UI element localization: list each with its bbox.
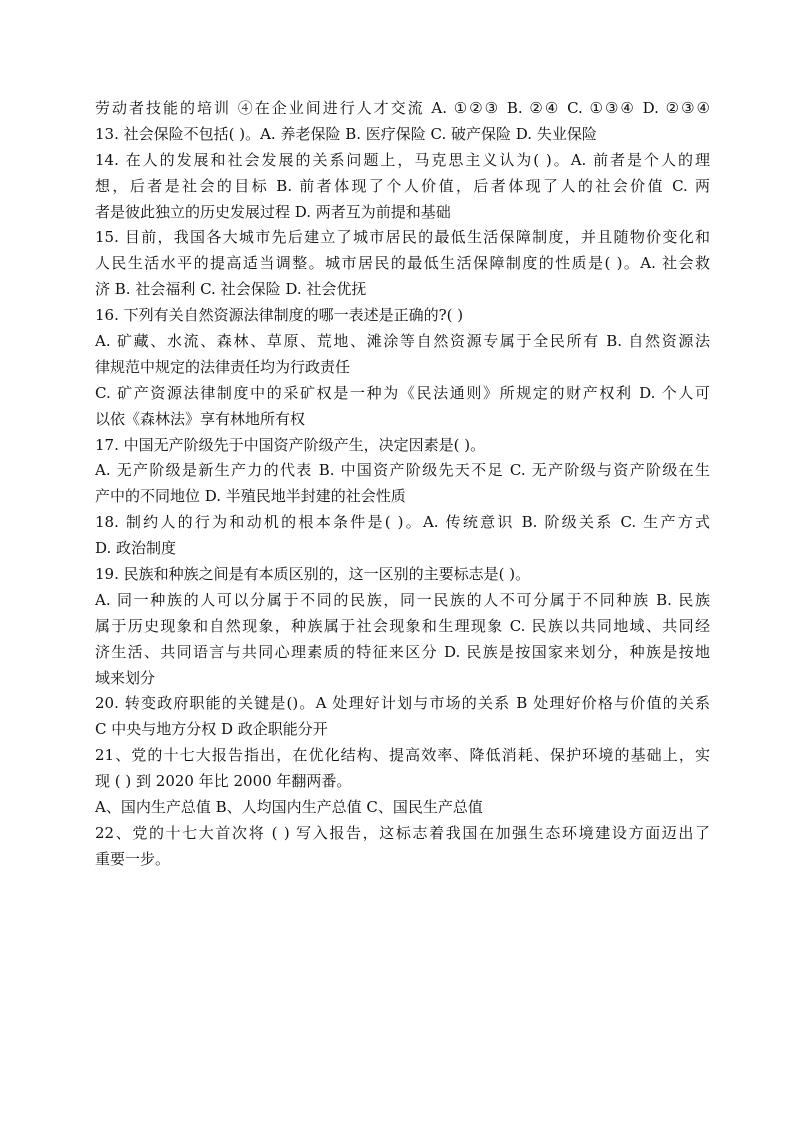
text-line: 劳动者技能的培训 ④在企业间进行人才交流 A. ①②③ B. ②④ C. ①③④ D. ②③④ bbox=[95, 99, 710, 117]
text-line: C 中央与地方分权 D 政企职能分开 bbox=[95, 720, 328, 739]
text-line: 19. 民族和种族之间是有本质区别的，这一区别的主要标志是( )。 bbox=[95, 565, 531, 584]
text-line: 律规范中规定的法律责任均为行政责任 bbox=[95, 357, 351, 376]
text-line: 13. 社会保险不包括( )。A. 养老保险 B. 医疗保险 C. 破产保险 D. 失业保险 bbox=[95, 124, 597, 143]
text-line: 者是彼此独立的历史发展过程 D. 两者互为前提和基础 bbox=[95, 202, 451, 221]
text-line: A、国内生产总值 B、人均国内生产总值 C、国民生产总值 bbox=[95, 798, 483, 817]
text-line: 15. 目前，我国各大城市先后建立了城市居民的最低生活保障制度，并且随物价变化和 bbox=[95, 228, 710, 247]
text-line: 重要一步。 bbox=[95, 849, 171, 868]
text-line: 20. 转变政府职能的关键是()。A 处理好计划与市场的关系 B 处理好价格与价值的关系 bbox=[95, 694, 710, 713]
text-line: 想，后者是社会的目标 B. 前者体现了个人价值，后者体现了人的社会价值 C. 两 bbox=[95, 176, 710, 195]
text-line: 14. 在人的发展和社会发展的关系问题上，马克思主义认为( )。A. 前者是个人的理 bbox=[95, 150, 710, 169]
text-line: A. 无产阶级是新生产力的代表 B. 中国资产阶级先天不足 C. 无产阶级与资产阶级在生 bbox=[95, 461, 710, 480]
text-line: 域来划分 bbox=[95, 668, 156, 687]
text-line: 济生活、共同语言与共同心理素质的特征来区分 D. 民族是按国家来划分，种族是按地 bbox=[95, 642, 710, 661]
text-line: 18. 制约人的行为和动机的根本条件是( )。A. 传统意识 B. 阶级关系 C. 生产方式 bbox=[95, 513, 710, 532]
text-line: 16. 下列有关自然资源法律制度的哪一表述是正确的?( ) bbox=[95, 306, 464, 325]
text-line: 17. 中国无产阶级先于中国资产阶级产生，决定因素是( )。 bbox=[95, 435, 486, 454]
text-line: 济 B. 社会福利 C. 社会保险 D. 社会优抚 bbox=[95, 280, 367, 299]
text-line: A. 同一种族的人可以分属于不同的民族，同一民族的人不可分属于不同种族 B. 民族 bbox=[95, 590, 710, 609]
text-line: 人民生活水平的提高适当调整。城市居民的最低生活保障制度的性质是( )。A. 社会救 bbox=[95, 254, 710, 273]
text-line: 21、党的十七大报告指出，在优化结构、提高效率、降低消耗、保护环境的基础上，实 bbox=[95, 746, 710, 765]
text-line: 属于历史现象和自然现象，种族属于社会现象和生理现象 C. 民族以共同地域、共同经 bbox=[95, 616, 710, 635]
text-line: D. 政治制度 bbox=[95, 539, 177, 558]
text-line: 产中的不同地位 D. 半殖民地半封建的社会性质 bbox=[95, 487, 406, 506]
document-page bbox=[95, 96, 710, 873]
text-line: A. 矿藏、水流、森林、草原、荒地、滩涂等自然资源专属于全民所有 B. 自然资源法 bbox=[95, 332, 710, 351]
text-line: 以依《森林法》享有林地所有权 bbox=[95, 409, 306, 428]
text-line: 22、党的十七大首次将 ( ) 写入报告，这标志着我国在加强生态环境建设方面迈出了 bbox=[95, 823, 710, 842]
text-line: C. 矿产资源法律制度中的采矿权是一种为《民法通则》所规定的财产权利 D. 个人可 bbox=[95, 383, 710, 402]
text-line: 现 ( ) 到 2020 年比 2000 年翻两番。 bbox=[95, 772, 352, 791]
